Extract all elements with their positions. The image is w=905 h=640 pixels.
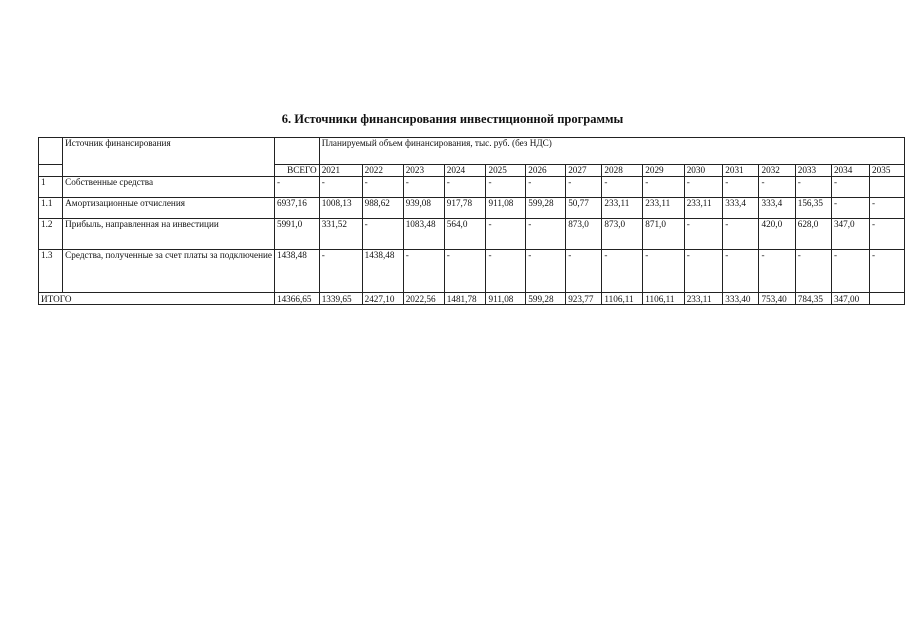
value-cell: - xyxy=(759,177,795,198)
grand-total: 14366,65 xyxy=(274,293,319,305)
value-cell: - xyxy=(831,198,869,219)
value-cell: - xyxy=(486,250,526,293)
row-total: 1438,48 xyxy=(274,250,319,293)
plan-header: Планируемый объем финансирования, тыс. руб. (без НДС) xyxy=(319,138,904,165)
total-header: ВСЕГО xyxy=(274,165,319,177)
total-value-cell: 753,40 xyxy=(759,293,795,305)
total-value-cell: 923,77 xyxy=(566,293,602,305)
year-header: 2030 xyxy=(684,165,723,177)
total-value-cell: 1481,78 xyxy=(444,293,486,305)
value-cell: - xyxy=(566,250,602,293)
value-cell: - xyxy=(759,250,795,293)
value-cell: - xyxy=(870,250,905,293)
total-value-cell: 911,08 xyxy=(486,293,526,305)
total-value-cell: 347,00 xyxy=(831,293,869,305)
total-value-cell: 1106,11 xyxy=(643,293,684,305)
value-cell: 1438,48 xyxy=(362,250,403,293)
value-cell: - xyxy=(486,219,526,250)
value-cell: - xyxy=(723,250,759,293)
year-header: 2033 xyxy=(795,165,831,177)
value-cell: 564,0 xyxy=(444,219,486,250)
total-value-cell: 233,11 xyxy=(684,293,723,305)
value-cell: - xyxy=(362,219,403,250)
value-cell: 50,77 xyxy=(566,198,602,219)
value-cell: - xyxy=(870,198,905,219)
total-row xyxy=(39,293,905,305)
value-cell: - xyxy=(831,177,869,198)
value-cell: 333,4 xyxy=(759,198,795,219)
value-cell: 347,0 xyxy=(831,219,869,250)
value-cell: - xyxy=(684,219,723,250)
value-cell: - xyxy=(684,177,723,198)
total-value-cell: 1106,11 xyxy=(602,293,643,305)
value-cell: 1008,13 xyxy=(319,198,362,219)
year-header: 2024 xyxy=(444,165,486,177)
row-number: 1.3 xyxy=(39,250,63,293)
value-cell: - xyxy=(319,177,362,198)
total-value-cell: 784,35 xyxy=(795,293,831,305)
value-cell: 233,11 xyxy=(684,198,723,219)
value-cell: - xyxy=(362,177,403,198)
year-header: 2026 xyxy=(526,165,566,177)
value-cell: 233,11 xyxy=(602,198,643,219)
value-cell: 1083,48 xyxy=(403,219,444,250)
value-cell: - xyxy=(602,177,643,198)
value-cell: - xyxy=(526,177,566,198)
source-header: Источник финансирования xyxy=(63,138,275,177)
value-cell: - xyxy=(526,219,566,250)
total-header-blank xyxy=(274,138,319,165)
num-header-cell-2 xyxy=(39,165,63,177)
total-value-cell: 1339,65 xyxy=(319,293,362,305)
row-total: - xyxy=(274,177,319,198)
row-number: 1.1 xyxy=(39,198,63,219)
value-cell: 333,4 xyxy=(723,198,759,219)
value-cell: - xyxy=(795,177,831,198)
value-cell: 599,28 xyxy=(526,198,566,219)
value-cell: - xyxy=(444,250,486,293)
value-cell: 420,0 xyxy=(759,219,795,250)
value-cell: - xyxy=(403,250,444,293)
value-cell: - xyxy=(486,177,526,198)
page-title: 6. Источники финансирования инвестиционной программы xyxy=(281,112,624,126)
value-cell: 156,35 xyxy=(795,198,831,219)
source-name: Прибыль, направленная на инвестиции xyxy=(63,219,275,250)
value-cell: 911,08 xyxy=(486,198,526,219)
num-header-cell xyxy=(39,138,63,165)
value-cell: - xyxy=(723,219,759,250)
value-cell: 233,11 xyxy=(643,198,684,219)
source-name: Собственные средства xyxy=(63,177,275,198)
year-header: 2021 xyxy=(319,165,362,177)
total-value-cell: 2022,56 xyxy=(403,293,444,305)
value-cell: - xyxy=(831,250,869,293)
value-cell: 628,0 xyxy=(795,219,831,250)
row-number: 1 xyxy=(39,177,63,198)
row-total: 5991,0 xyxy=(274,219,319,250)
year-header: 2027 xyxy=(566,165,602,177)
value-cell: - xyxy=(643,177,684,198)
value-cell: - xyxy=(684,250,723,293)
total-value-cell xyxy=(870,293,905,305)
year-header: 2032 xyxy=(759,165,795,177)
value-cell: 988,62 xyxy=(362,198,403,219)
value-cell: 873,0 xyxy=(602,219,643,250)
financing-table xyxy=(38,137,905,305)
value-cell: - xyxy=(643,250,684,293)
table-row xyxy=(39,250,905,293)
value-cell: - xyxy=(723,177,759,198)
total-value-cell: 599,28 xyxy=(526,293,566,305)
total-row-label: ИТОГО xyxy=(39,293,275,305)
year-header: 2031 xyxy=(723,165,759,177)
year-header: 2029 xyxy=(643,165,684,177)
year-header: 2028 xyxy=(602,165,643,177)
value-cell: - xyxy=(602,250,643,293)
source-name: Амортизационные отчисления xyxy=(63,198,275,219)
value-cell: 871,0 xyxy=(643,219,684,250)
value-cell: 331,52 xyxy=(319,219,362,250)
value-cell xyxy=(870,177,905,198)
value-cell: - xyxy=(444,177,486,198)
table-row xyxy=(39,198,905,219)
year-header: 2034 xyxy=(831,165,869,177)
value-cell: 939,08 xyxy=(403,198,444,219)
value-cell: - xyxy=(319,250,362,293)
year-header: 2025 xyxy=(486,165,526,177)
row-total: 6937,16 xyxy=(274,198,319,219)
table-row xyxy=(39,177,905,198)
row-number: 1.2 xyxy=(39,219,63,250)
value-cell: - xyxy=(526,250,566,293)
total-value-cell: 2427,10 xyxy=(362,293,403,305)
value-cell: - xyxy=(870,219,905,250)
value-cell: 873,0 xyxy=(566,219,602,250)
year-header: 2022 xyxy=(362,165,403,177)
table-row xyxy=(39,219,905,250)
year-header: 2035 xyxy=(870,165,905,177)
source-name: Средства, полученные за счет платы за подключение xyxy=(63,250,275,293)
total-value-cell: 333,40 xyxy=(723,293,759,305)
year-header: 2023 xyxy=(403,165,444,177)
value-cell: - xyxy=(566,177,602,198)
value-cell: - xyxy=(795,250,831,293)
value-cell: 917,78 xyxy=(444,198,486,219)
value-cell: - xyxy=(403,177,444,198)
